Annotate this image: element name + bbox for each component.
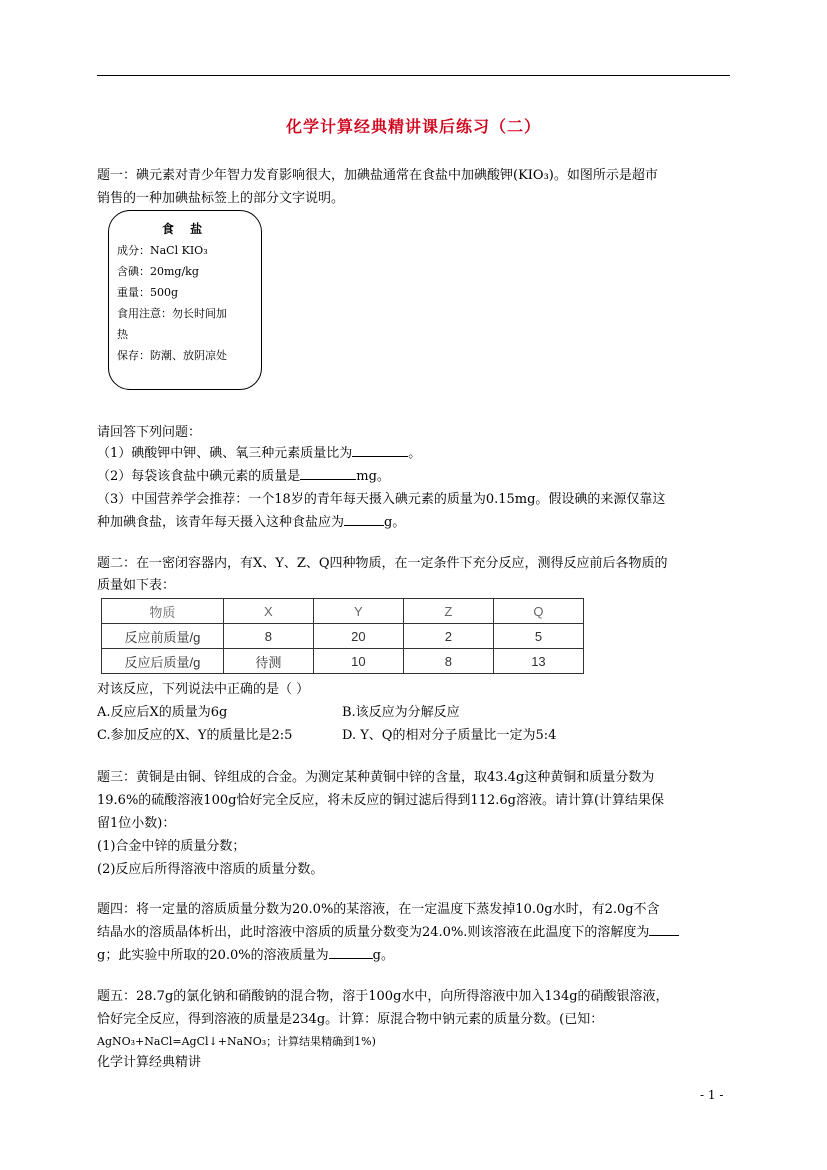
salt-label-title: 食 盐 [161,222,209,236]
table-cell: 8 [223,624,313,649]
answer-blank [344,512,384,526]
q1-sub2 [97,465,737,488]
q4-text-line-2-text: 结晶水的溶质晶体析出，此时溶液中溶质的质量分数变为24.0%.则该溶液在此温度下的溶解度为 [97,925,650,940]
q1-sub3-line-1: （3）中国营养学会推荐：一个18岁的青年每天摄入碘元素的质量为0.15mg。假设碘的来源仅靠这 [97,492,666,507]
q3-text-line-1: 题三：黄铜是由铜、锌组成的合金。为测定某种黄铜中锌的含量，取43.4g这种黄铜和质量分数为 [97,770,655,785]
reaction-mass-table [101,598,584,674]
q1-text-line-1: 题一：碘元素对青少年智力发育影响很大，加碘盐通常在食盐中加碘酸钾(KIO₃)。如图所示是超市 [97,168,658,183]
table-cell: 反应后质量/g [102,649,224,674]
q1-text-line-2: 销售的一种加碘盐标签上的部分文字说明。 [97,191,345,206]
salt-label-box [108,210,262,390]
q2-question: 对该反应，下列说法中正确的是（ ） [97,682,310,697]
q2-option-d: D. Y、Q的相对分子质量比一定为5:4 [342,728,557,743]
q3-text-line-3: 留1位小数)： [97,816,176,831]
table-row [102,624,584,649]
q2-option-c: C.参加反应的X、Y的质量比是2:5 [97,728,293,743]
table-cell: 反应前质量/g [102,624,224,649]
q4-text-line-3 [97,944,737,967]
q5-text-line-4: 化学计算经典精讲 [97,1055,202,1070]
q2-text-line-2: 质量如下表： [97,578,176,593]
q1-prompt: 请回答下列问题： [97,425,202,440]
q2-option-b: B.该反应为分解反应 [342,705,460,720]
table-cell: Q [493,599,583,624]
q1-sub1-text: （1）碘酸钾中钾、碘、氧三种元素质量比为 [97,446,353,461]
salt-label-line: 重量：500g [117,286,179,299]
table-cell: 8 [403,649,493,674]
q1-sub3-line-2 [97,511,737,534]
header-rule [97,75,730,76]
q2-text-line-1: 题二：在一密闭容器内，有X、Y、Z、Q四种物质，在一定条件下充分反应，测得反应前后各物质的 [97,556,668,571]
table-header-row [102,599,584,624]
salt-label-line: 含碘：20mg/kg [117,265,199,278]
page-title: 化学计算经典精讲课后练习（二） [285,117,541,136]
table-cell: Z [403,599,493,624]
q1-sub1 [97,442,737,465]
q4-text-line-3-text: g；此实验中所取的20.0%的溶液质量为 [97,948,329,963]
q3-sub2: (2)反应后所得溶液中溶质的质量分数。 [97,862,324,877]
q1-sub3-end: g。 [384,515,406,530]
page-number: - 1 - [700,1088,724,1102]
salt-label-line: 食用注意：勿长时间加 [117,307,227,320]
table-cell: Y [313,599,403,624]
q1-sub1-end: 。 [408,446,422,461]
answer-blank [300,466,356,480]
q3-text-line-2: 19.6%的硫酸溶液100g恰好完全反应，将未反应的铜过滤后得到112.6g溶液。请计算(计算结果保 [97,793,665,808]
table-cell: 5 [493,624,583,649]
table-cell: 13 [493,649,583,674]
q1-sub2-end: mg。 [356,469,390,484]
table-cell: 待测 [223,649,313,674]
q4-text-line-2 [97,921,737,944]
salt-label-line: 热 [117,328,128,341]
answer-blank [329,945,373,959]
table-cell: 10 [313,649,403,674]
salt-label-line: 保存：防潮、放阴凉处 [117,349,227,362]
q5-text-line-1: 题五：28.7g的氯化钠和硝酸钠的混合物，溶于100g水中，向所得溶液中加入134g的硝酸银溶液， [97,989,669,1004]
q4-text-line-1: 题四：将一定量的溶质质量分数为20.0%的某溶液，在一定温度下蒸发掉10.0g水时，有2.0g不含 [97,902,660,917]
table-cell: 2 [403,624,493,649]
q5-text-line-2: 恰好完全反应，得到溶液的质量是234g。计算：原混合物中钠元素的质量分数。(已知： [97,1012,604,1027]
q5-text-line-3: AgNO₃+NaCl=AgCl↓+NaNO₃；计算结果精确到1%) [97,1035,376,1048]
answer-blank [649,922,679,936]
table-cell: 物质 [102,599,224,624]
answer-blank [352,443,408,457]
q3-sub1: (1)合金中锌的质量分数； [97,839,246,854]
q4-text-line-3-end: g。 [372,948,394,963]
q1-sub3-text: 种加碘食盐，该青年每天摄入这种食盐应为 [97,515,345,530]
q1-sub2-text: （2）每袋该食盐中碘元素的质量是 [97,469,301,484]
table-cell: X [223,599,313,624]
q2-option-a: A.反应后X的质量为6g [97,705,228,720]
salt-label-line: 成分：NaCl KIO₃ [117,244,208,257]
table-cell: 20 [313,624,403,649]
table-row [102,649,584,674]
